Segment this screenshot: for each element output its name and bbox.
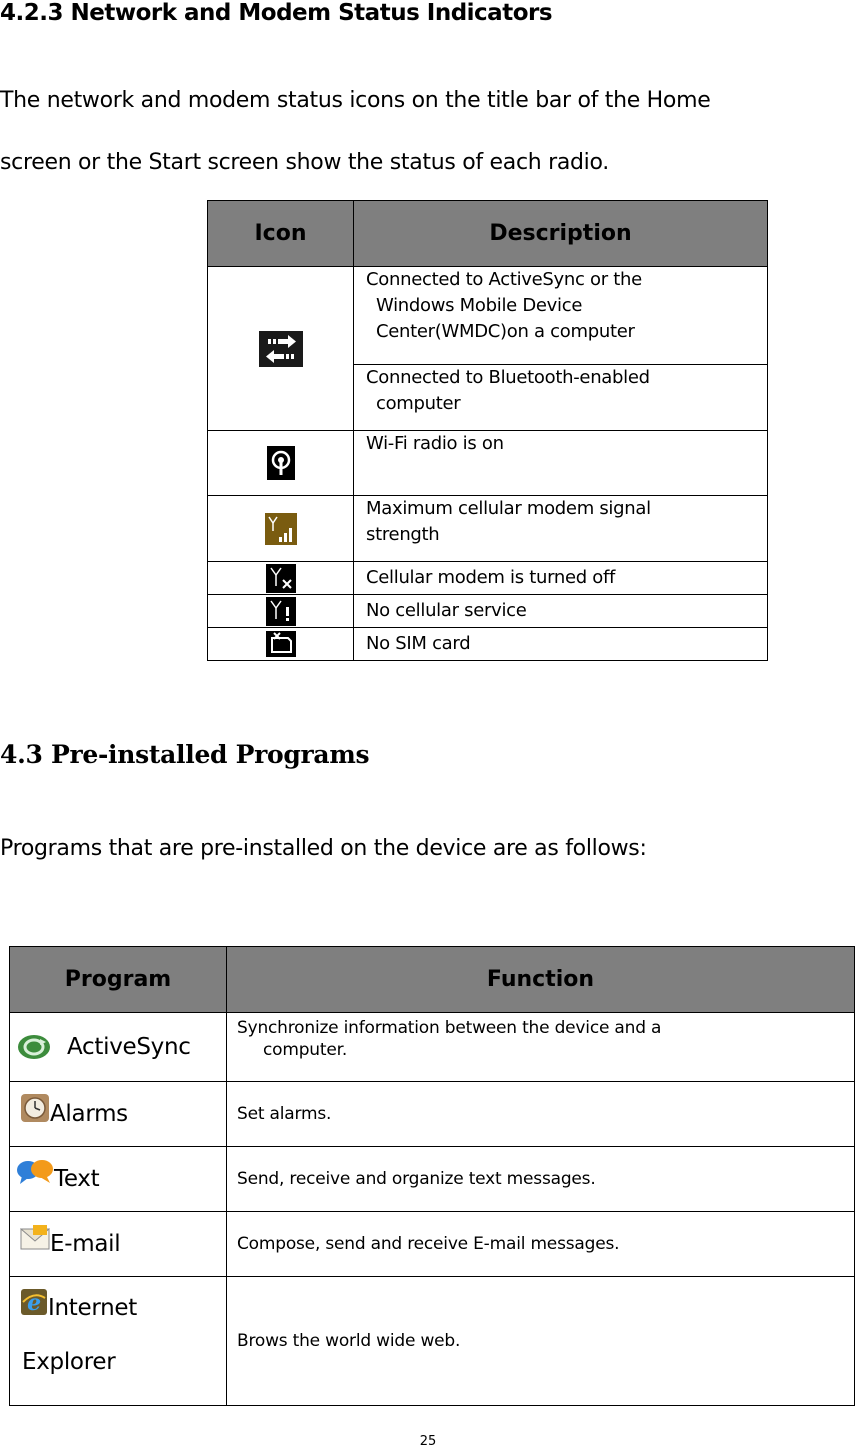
alarm-clock-icon [20,1093,50,1123]
function-cell [227,1277,855,1406]
table-row [208,496,768,562]
programs-table-header [10,947,855,1013]
function-cell [227,1013,855,1082]
function-line: Send, receive and organize text messages. [237,1169,596,1189]
description-cell [354,595,768,628]
program-name-line: Internet [48,1295,137,1321]
desc-line: Windows Mobile Device [376,295,583,316]
desc-line: computer [376,393,461,414]
table-row [10,1147,855,1212]
function-cell [227,1082,855,1147]
icon-cell [208,562,354,595]
function-line: Brows the world wide web. [237,1331,461,1351]
program-name: Alarms [50,1101,128,1127]
desc-line: Cellular modem is turned off [366,567,616,588]
table-row [10,1212,855,1277]
program-name-line: Explorer [22,1349,116,1375]
signal-max-icon [265,513,297,545]
intro-line-1: The network and modem status icons on the title bar of the Home [0,88,711,113]
signal-off-icon [266,564,296,593]
section-heading-4-2-3: 4.2.3 Network and Modem Status Indicators [0,0,553,26]
svg-text:e: e [27,1289,41,1316]
internet-explorer-icon [20,1288,48,1316]
table-row [208,628,768,661]
program-name: ActiveSync [67,1033,191,1060]
description-cell [354,431,768,496]
program-name-cell [10,1147,227,1212]
table-row [10,1013,855,1082]
page-number: 25 [419,1434,437,1449]
no-sim-icon [266,631,296,657]
icon-cell [208,628,354,661]
program-name-cell [10,1212,227,1277]
desc-line: No SIM card [366,633,471,654]
table-row [10,1082,855,1147]
function-line: Compose, send and receive E-mail messages. [237,1234,620,1254]
function-line: Synchronize information between the device and a [237,1018,662,1038]
table-row [208,267,768,365]
activesync-icon [16,1033,52,1061]
programs-table [9,946,855,1406]
icon-cell [208,267,354,431]
activesync-arrows-icon [259,331,303,367]
intro-line-2: screen or the Start screen show the status of each radio. [0,150,609,175]
table-row [208,562,768,595]
desc-line: Maximum cellular modem signal [366,498,651,519]
program-name: E-mail [50,1231,121,1257]
desc-line: Wi-Fi radio is on [366,433,504,454]
program-name-cell [10,1277,227,1406]
function-cell [227,1147,855,1212]
icon-cell [208,496,354,562]
text-bubbles-icon [16,1158,54,1186]
no-service-icon [266,597,296,626]
programs-intro: Programs that are pre-installed on the device are as follows: [0,836,647,861]
email-envelope-icon [20,1223,50,1253]
function-line: Set alarms. [237,1104,332,1124]
col-function-header: Function [227,947,855,1013]
program-name-cell [10,1082,227,1147]
description-cell [354,496,768,562]
description-cell [354,267,768,365]
col-icon-header: Icon [208,201,354,267]
desc-line: strength [366,524,440,545]
program-name: Text [54,1166,100,1192]
icon-cell [208,431,354,496]
table-row [208,431,768,496]
function-line: computer. [263,1040,348,1060]
section-heading-4-3: 4.3 Pre-installed Programs [0,740,370,769]
icon-cell [208,595,354,628]
desc-line: Center(WMDC)on a computer [376,321,635,342]
status-table-header [208,201,768,267]
desc-line: Connected to ActiveSync or the [366,269,642,290]
program-name-cell [10,1013,227,1082]
col-program-header: Program [10,947,227,1013]
description-cell [354,365,768,431]
table-row [10,1277,855,1406]
desc-line: No cellular service [366,600,527,621]
description-cell [354,562,768,595]
function-cell [227,1212,855,1277]
wifi-icon [267,446,295,480]
col-description-header: Description [354,201,768,267]
desc-line: Connected to Bluetooth-enabled [366,367,650,388]
description-cell [354,628,768,661]
table-row [208,595,768,628]
status-icons-table [207,200,768,661]
